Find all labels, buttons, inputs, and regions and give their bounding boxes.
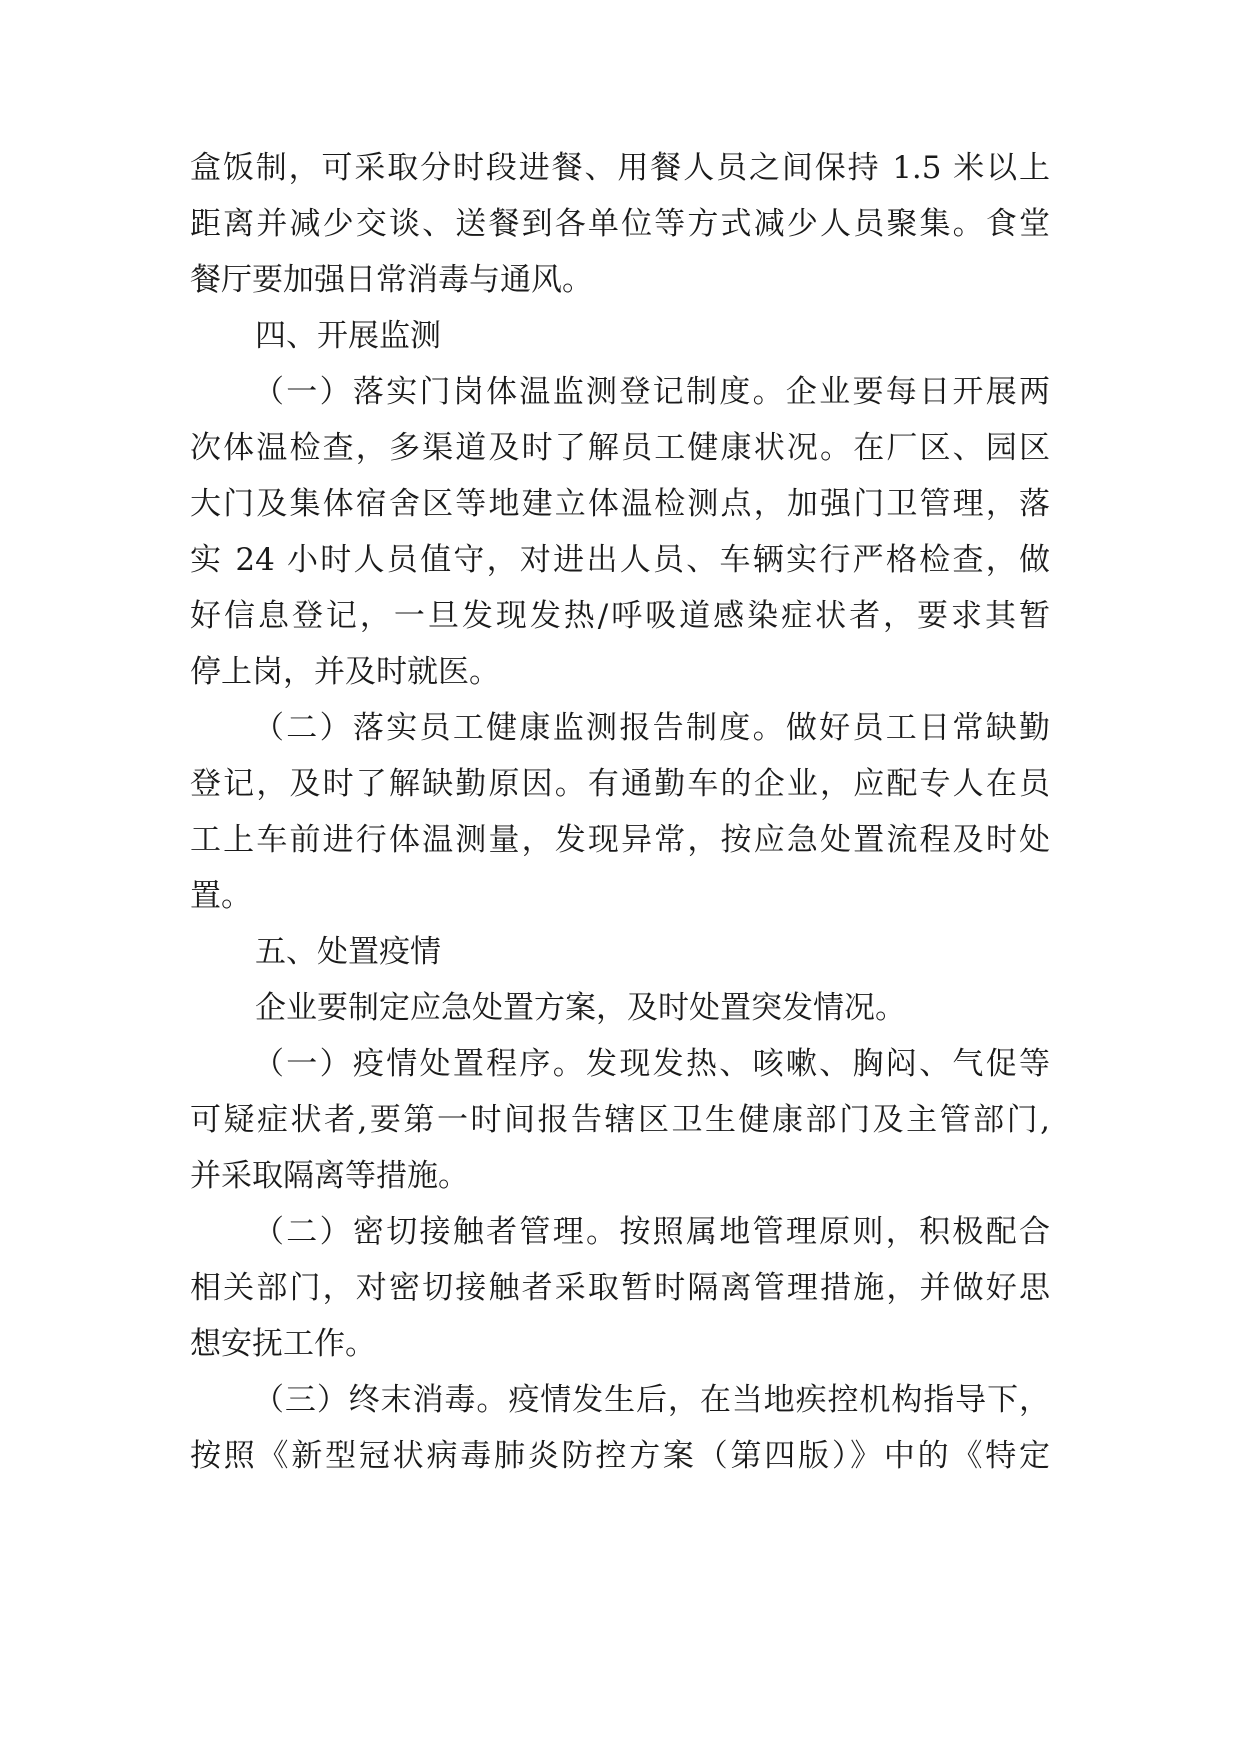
text-line: 登记，及时了解缺勤原因。有通勤车的企业，应配专人在员 (190, 766, 1050, 802)
text-line: 盒饭制，可采取分时段进餐、用餐人员之间保持 1.5 米以上 (190, 150, 1050, 186)
text-line: 按照《新型冠状病毒肺炎防控方案（第四版）》中的《特定 (190, 1438, 1050, 1474)
text-line: 次体温检查，多渠道及时了解员工健康状况。在厂区、园区 (190, 430, 1050, 466)
text-line: （二）密切接触者管理。按照属地管理原则，积极配合 (253, 1214, 1050, 1250)
text-line: 实 24 小时人员值守，对进出人员、车辆实行严格检查，做 (190, 542, 1050, 578)
text-line: 并采取隔离等措施。 (190, 1158, 469, 1194)
text-line: （一）落实门岗体温监测登记制度。企业要每日开展两 (253, 374, 1050, 410)
text-line: 大门及集体宿舍区等地建立体温检测点，加强门卫管理，落 (190, 486, 1050, 522)
text-line: 距离并减少交谈、送餐到各单位等方式减少人员聚集。食堂 (190, 206, 1050, 242)
text-line: 置。 (190, 878, 252, 914)
text-line: 停上岗，并及时就医。 (190, 654, 500, 690)
text-line: 可疑症状者,要第一时间报告辖区卫生健康部门及主管部门, (190, 1102, 1050, 1138)
text-line: （二）落实员工健康监测报告制度。做好员工日常缺勤 (253, 710, 1050, 746)
text-line: 企业要制定应急处置方案，及时处置突发情况。 (255, 990, 906, 1026)
text-line: 工上车前进行体温测量，发现异常，按应急处置流程及时处 (190, 822, 1050, 858)
text-line: 餐厅要加强日常消毒与通风。 (190, 262, 593, 298)
text-line: 好信息登记，一旦发现发热/呼吸道感染症状者，要求其暂 (190, 598, 1050, 634)
section-heading: 五、处置疫情 (255, 934, 441, 970)
text-line: （一）疫情处置程序。发现发热、咳嗽、胸闷、气促等 (253, 1046, 1050, 1082)
text-line: 想安抚工作。 (190, 1326, 376, 1362)
text-line: 相关部门，对密切接触者采取暂时隔离管理措施，并做好思 (190, 1270, 1050, 1306)
text-line: （三）终末消毒。疫情发生后，在当地疾控机构指导下， (253, 1382, 1050, 1418)
section-heading: 四、开展监测 (255, 318, 441, 354)
